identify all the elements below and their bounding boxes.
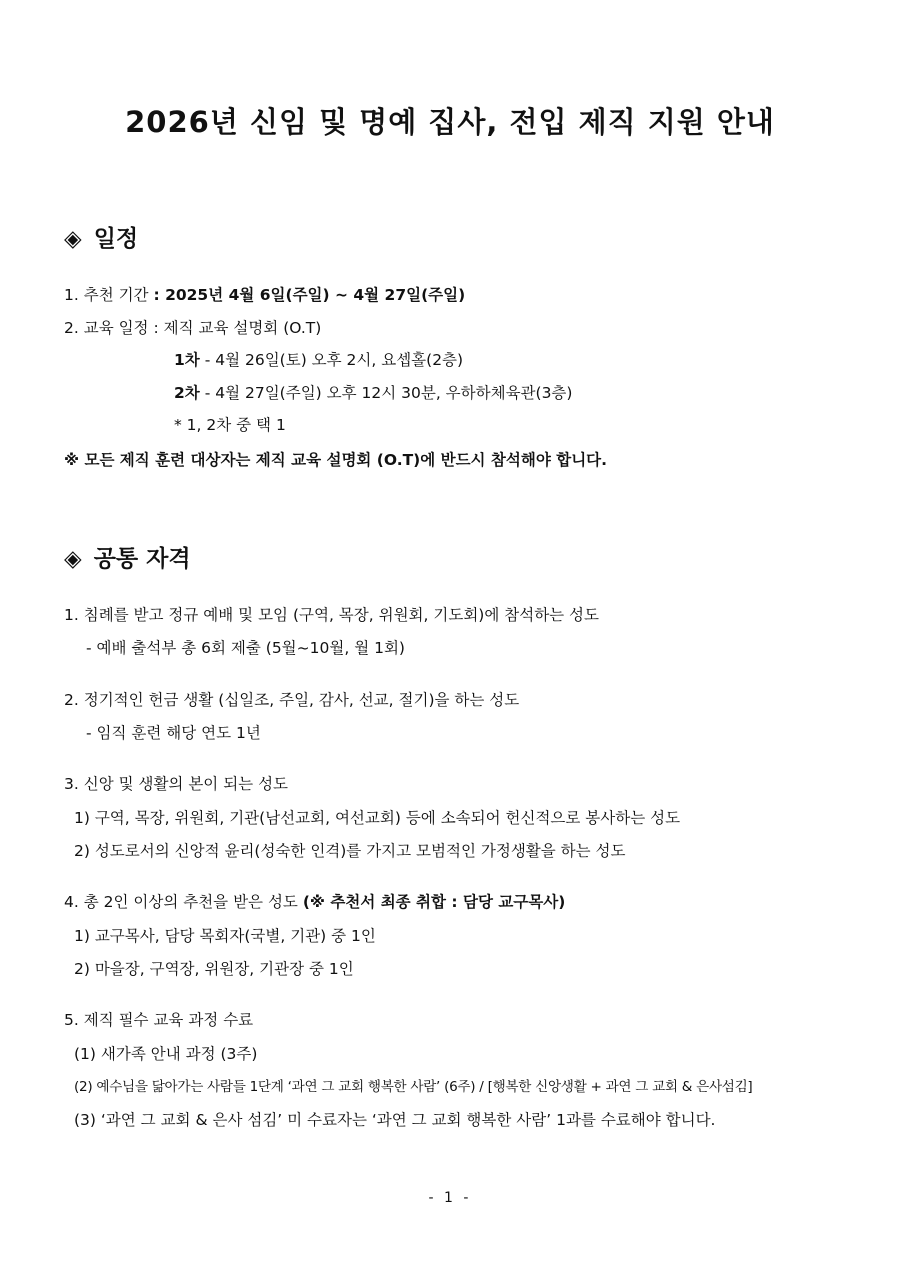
diamond-bullet-icon: ◈ xyxy=(64,546,82,572)
qualification-1: 1. 침례를 받고 정규 예배 및 모임 (구역, 목장, 위원회, 기도회)에 참석하는 성도 xyxy=(64,606,600,624)
qualification-5-detail-3: (3) ‘과연 그 교회 & 은사 섬김’ 미 수료자는 ‘과연 그 교회 행복한 사람’ 1과를 수료해야 합니다. xyxy=(74,1111,716,1129)
section-heading-qualifications xyxy=(64,540,191,573)
session-2-label: 2차 xyxy=(174,384,200,402)
qualification-4-detail-1: 1) 교구목사, 담당 목회자(국별, 기관) 중 1인 xyxy=(74,927,376,945)
qualification-4-note: (※ 추천서 최종 취합 : 담당 교구목사) xyxy=(302,893,566,911)
session-1-label: 1차 xyxy=(174,351,200,369)
qualification-3-detail-2: 2) 성도로서의 신앙적 윤리(성숙한 인격)를 가지고 모범적인 가정생활을 하는 성도 xyxy=(74,842,626,860)
qualification-2: 2. 정기적인 헌금 생활 (십일조, 주일, 감사, 선교, 절기)을 하는 성도 xyxy=(64,691,520,709)
schedule-recommend-value: : 2025년 4월 6일(주일) ~ 4월 27일(주일) xyxy=(153,286,466,304)
qualification-1-detail: - 예배 출석부 총 6회 제출 (5월~10월, 월 1회) xyxy=(86,639,405,657)
schedule-session-1 xyxy=(174,350,463,370)
session-1-text: - 4월 26일(토) 오후 2시, 요셉홀(2층) xyxy=(199,351,464,369)
schedule-recommend-label: 1. 추천 기간 xyxy=(64,286,154,304)
schedule-education: 2. 교육 일정 : 제직 교육 설명회 (O.T) xyxy=(64,319,322,337)
qualification-2-detail: - 임직 훈련 해당 연도 1년 xyxy=(86,724,261,742)
qualification-4 xyxy=(64,892,565,912)
qualification-4-detail-2: 2) 마을장, 구역장, 위원장, 기관장 중 1인 xyxy=(74,960,354,978)
section-heading-schedule-text: 일정 xyxy=(93,226,139,252)
schedule-notice: ※ 모든 제직 훈련 대상자는 제직 교육 설명회 (O.T)에 반드시 참석해야 합니다. xyxy=(64,451,608,469)
schedule-session-2 xyxy=(174,383,572,403)
schedule-choose-note: * 1, 2차 중 택 1 xyxy=(174,416,286,434)
qualification-4-text: 4. 총 2인 이상의 추천을 받은 성도 xyxy=(64,893,303,911)
page-number: - 1 - xyxy=(428,1190,472,1206)
session-2-text: - 4월 27일(주일) 오후 12시 30분, 우하하체육관(3층) xyxy=(199,384,573,402)
diamond-bullet-icon: ◈ xyxy=(64,226,82,252)
qualification-3: 3. 신앙 및 생활의 본이 되는 성도 xyxy=(64,775,289,793)
qualification-5-detail-2: (2) 예수님을 닮아가는 사람들 1단계 ‘과연 그 교회 행복한 사람’ (6주) / [행복한 신앙생활 + 과연 그 교회 & 은사섬김] xyxy=(74,1079,753,1095)
page-title: 2026년 신임 및 명예 집사, 전입 제직 지원 안내 xyxy=(125,105,775,139)
qualification-5-detail-1: (1) 새가족 안내 과정 (3주) xyxy=(74,1045,258,1063)
section-heading-schedule xyxy=(64,220,138,253)
qualification-5: 5. 제직 필수 교육 과정 수료 xyxy=(64,1011,254,1029)
schedule-recommend-period xyxy=(64,285,465,305)
section-heading-qualifications-text: 공통 자격 xyxy=(93,546,191,572)
qualification-3-detail-1: 1) 구역, 목장, 위원회, 기관(남선교회, 여선교회) 등에 소속되어 헌신적으로 봉사하는 성도 xyxy=(74,809,681,827)
